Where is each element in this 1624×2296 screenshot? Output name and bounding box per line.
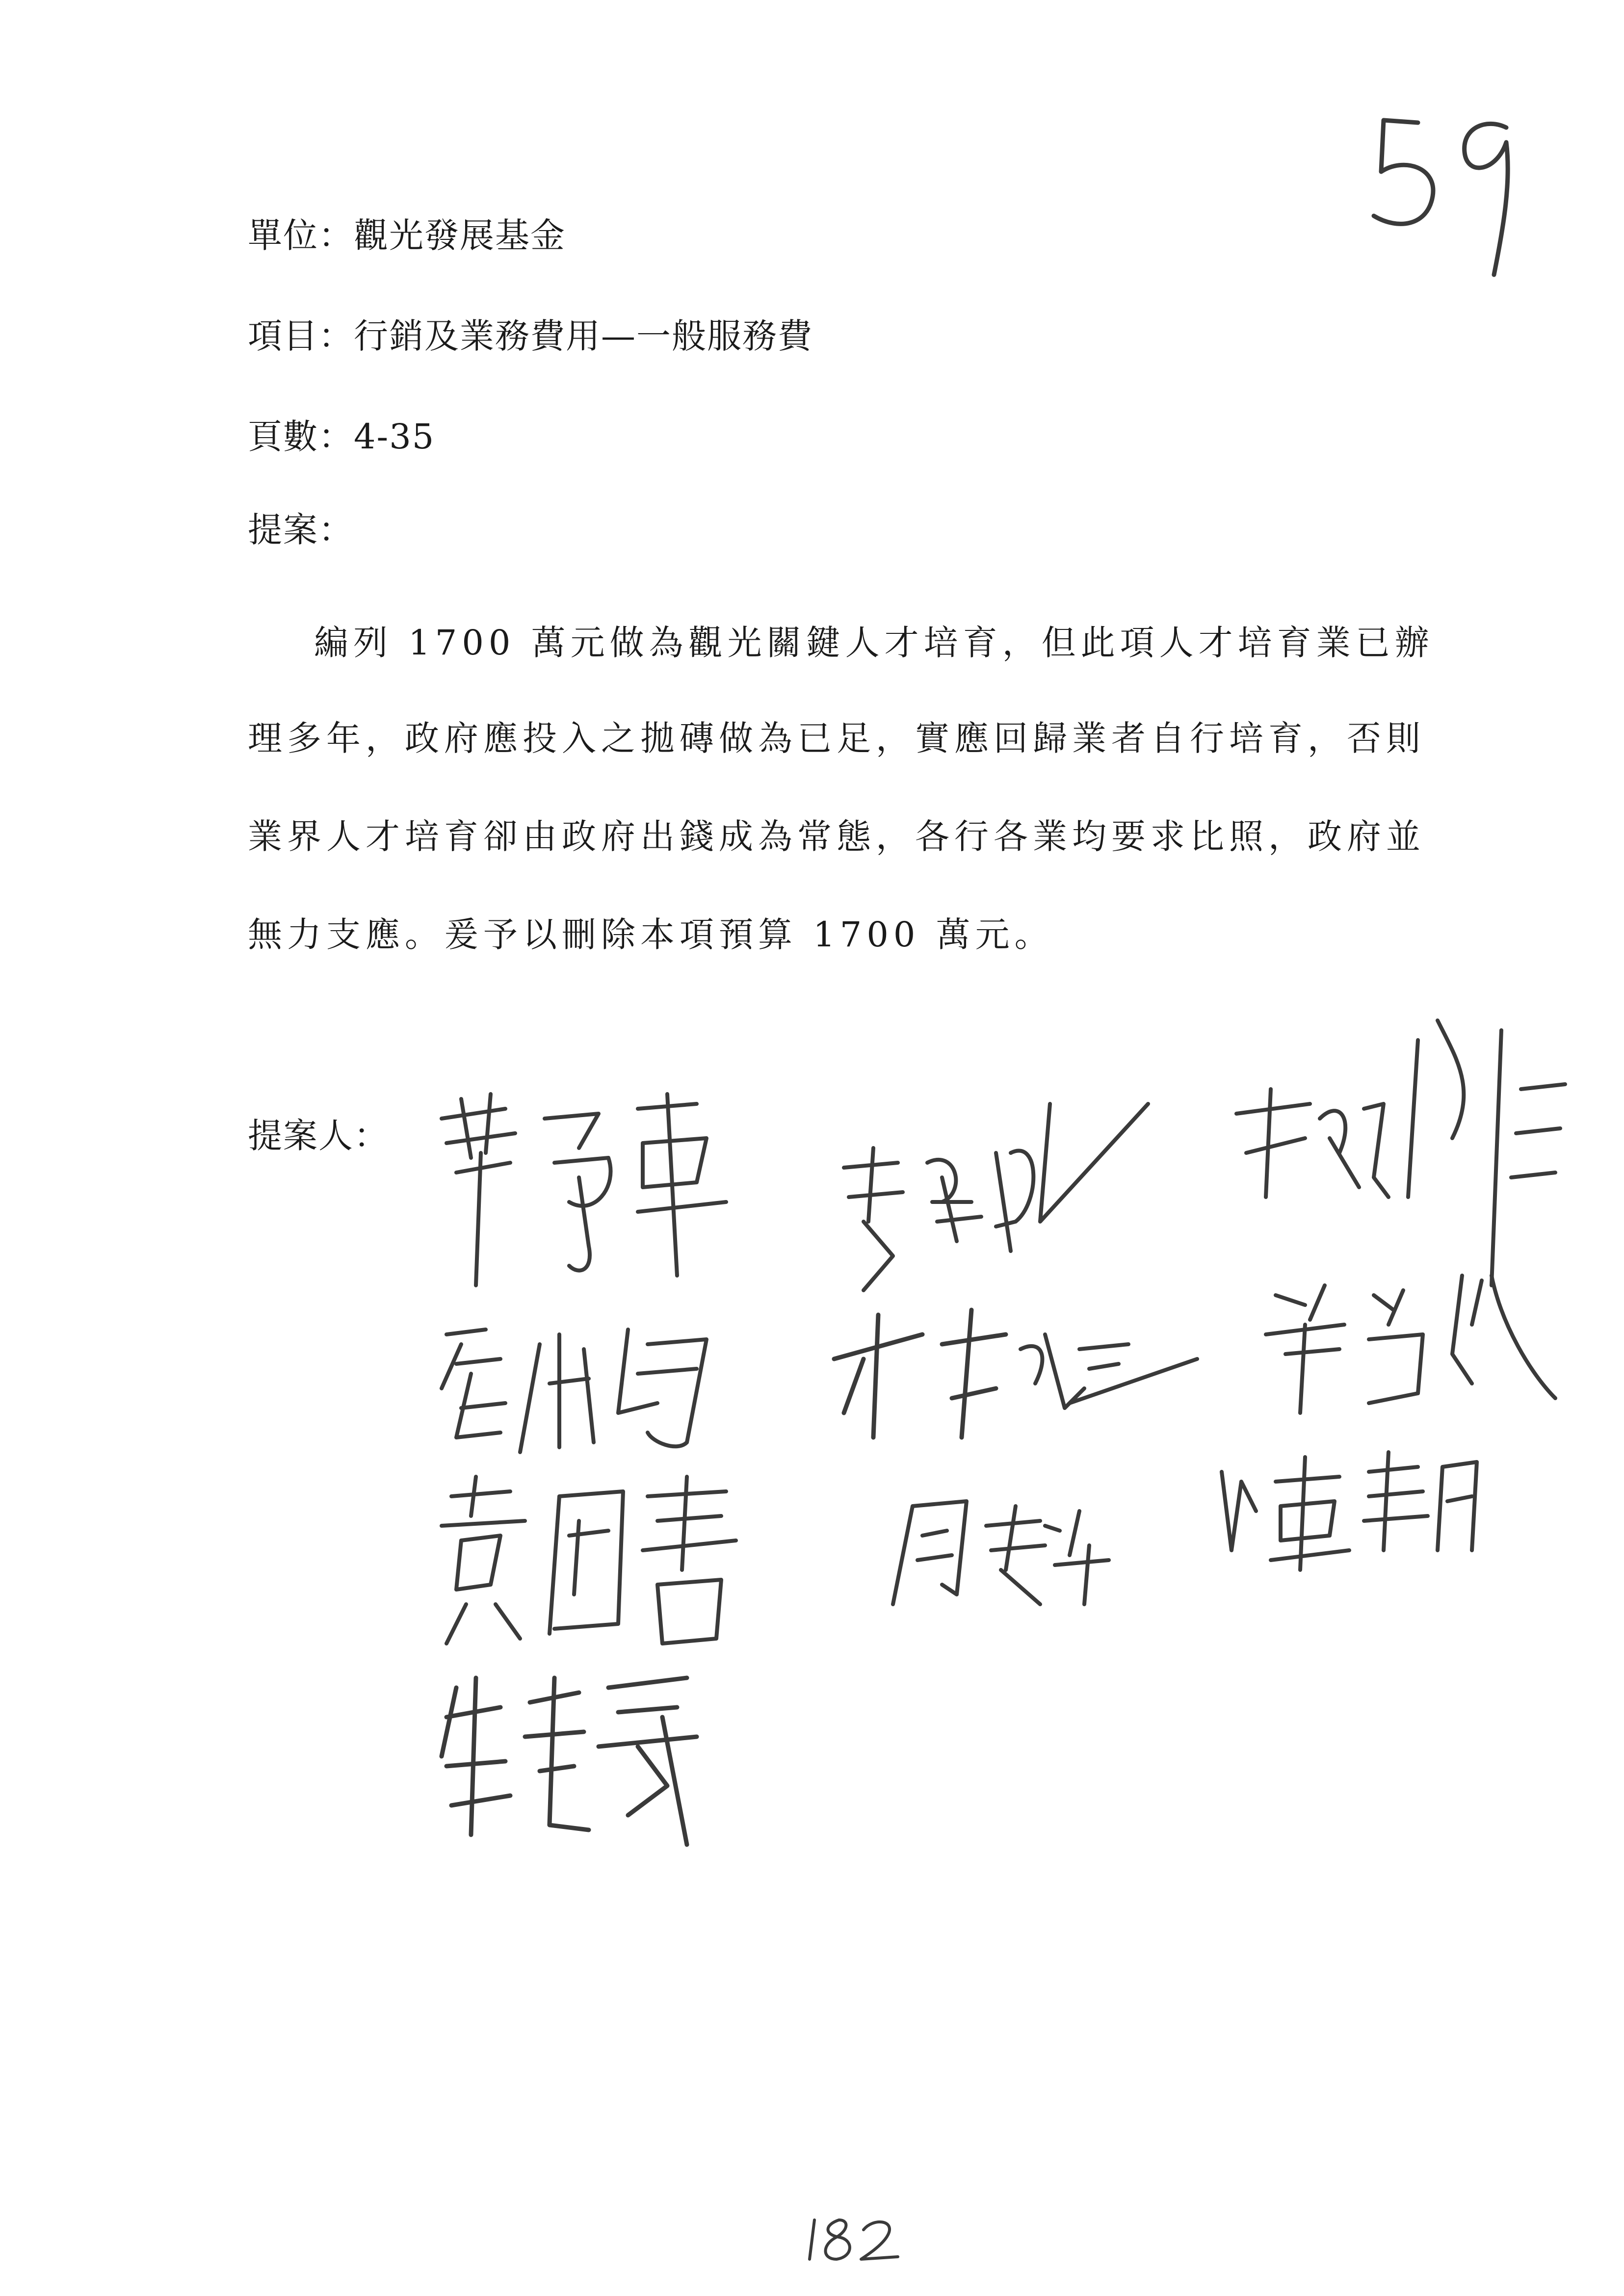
body-line-4: 無力支應。爰予以刪除本項預算 1700 萬元。 bbox=[248, 914, 1054, 955]
signature-4 bbox=[432, 1315, 736, 1462]
unit-line: 單位：觀光發展基金 bbox=[248, 215, 566, 256]
handwritten-page-number bbox=[1364, 98, 1521, 285]
proposers-label: 提案人： bbox=[248, 1116, 389, 1156]
handwritten-footer-page-number bbox=[805, 2210, 903, 2264]
pages-line: 頁數：4-35 bbox=[248, 417, 435, 457]
body-line-1: 編列 1700 萬元做為觀光關鍵人才培育，但此項人才培育業已辦 bbox=[314, 623, 1434, 663]
body-line-3: 業界人才培育卻由政府出錢成為常態，各行各業均要求比照，政府並 bbox=[248, 816, 1425, 857]
proposal-label: 提案： bbox=[248, 510, 354, 550]
signature-3 bbox=[1227, 991, 1570, 1305]
signature-2 bbox=[834, 1094, 1168, 1300]
signature-8 bbox=[883, 1496, 1119, 1614]
body-line-2: 理多年，政府應投入之拋磚做為已足，實應回歸業者自行培育，否則 bbox=[248, 718, 1425, 758]
signature-10 bbox=[432, 1658, 707, 1854]
signature-5 bbox=[834, 1290, 1207, 1447]
signature-6 bbox=[1256, 1266, 1560, 1433]
signature-1 bbox=[432, 1089, 746, 1305]
signature-7 bbox=[432, 1477, 775, 1653]
item-line: 項目：行銷及業務費用—一般服務費 bbox=[248, 316, 813, 356]
signature-9 bbox=[1212, 1452, 1487, 1570]
